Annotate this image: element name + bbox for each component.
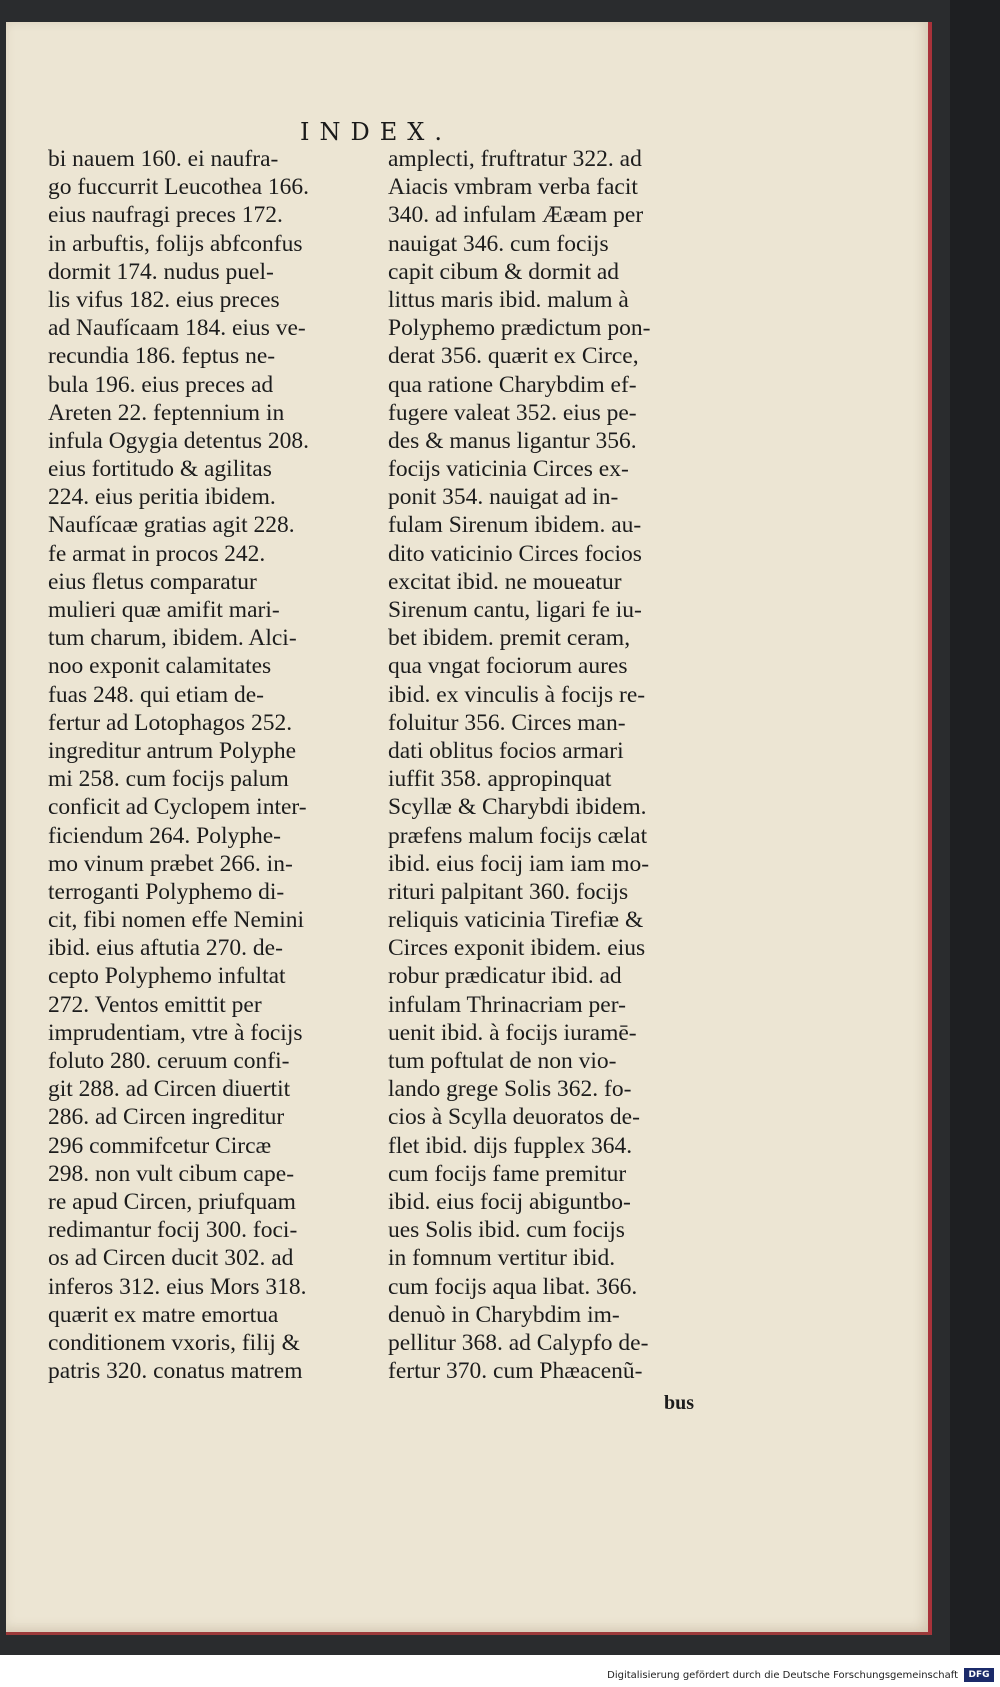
- text-line: 286. ad Circen ingreditur: [48, 1104, 285, 1131]
- text-line: 272. Ventos emittit per: [48, 991, 262, 1018]
- text-line: foluitur 356. Circes man-: [388, 709, 626, 736]
- text-line: dati oblitus focios armari: [388, 737, 624, 764]
- text-line: patris 320. conatus matrem: [48, 1358, 303, 1385]
- dfg-logo: DFG: [964, 1668, 994, 1682]
- text-line: Aiacis vmbram verba facit: [388, 174, 638, 201]
- text-line: nauigat 346. cum focijs: [388, 230, 609, 257]
- text-line: iuffit 358. appropinquat: [388, 766, 612, 793]
- text-line: re apud Circen, priufquam: [48, 1188, 296, 1215]
- text-line: ficiendum 264. Polyphe-: [48, 822, 282, 849]
- text-line: ibid. eius aftutia 270. de-: [48, 935, 283, 962]
- text-line: fugere valeat 352. eius pe-: [388, 399, 637, 426]
- text-line: cit, fibi nomen effe Nemini: [48, 907, 305, 934]
- text-line: Circes exponit ibidem. eius: [388, 935, 646, 962]
- text-line: denuò in Charybdim im-: [388, 1301, 620, 1328]
- text-line: uenit ibid. à focijs iuramē-: [388, 1019, 637, 1046]
- text-line: Scyllæ & Charybdi ibidem.: [388, 794, 647, 821]
- text-line: cios à Scylla deuoratos de-: [388, 1104, 640, 1131]
- text-line: robur prædicatur ibid. ad: [388, 963, 622, 990]
- text-line: fertur 370. cum Phæacenũ-: [388, 1358, 643, 1385]
- page-header: INDEX.: [300, 118, 452, 146]
- text-line: ibid. eius focij iam iam mo-: [388, 850, 650, 877]
- text-line: bula 196. eius preces ad: [48, 371, 274, 398]
- left-text-column: [48, 145, 348, 1385]
- text-line: des & manus ligantur 356.: [388, 427, 637, 454]
- text-line: fulam Sirenum ibidem. au-: [388, 512, 642, 539]
- text-line: Sirenum cantu, ligari fe iu-: [388, 597, 642, 623]
- text-line: foluto 280. ceruum confi-: [48, 1048, 290, 1074]
- text-line: ibid. ex vinculis à focijs re-: [388, 681, 646, 708]
- text-line: lando grege Solis 362. fo-: [388, 1076, 632, 1103]
- text-line: cepto Polyphemo infultat: [48, 963, 286, 990]
- text-line: eius fletus comparatur: [48, 568, 257, 595]
- text-line: 224. eius peritia ibidem.: [48, 484, 276, 511]
- text-line: infulam Thrinacriam per-: [388, 991, 626, 1018]
- text-line: conditionem vxoris, filij &: [48, 1329, 300, 1356]
- text-line: redimantur focij 300. foci-: [48, 1217, 298, 1244]
- text-line: tum poftulat de non vio-: [388, 1048, 617, 1074]
- text-line: cum focijs fame premitur: [388, 1160, 627, 1187]
- text-line: qua vngat fociorum aures: [388, 653, 628, 680]
- text-line: derat 356. quærit ex Circe,: [388, 343, 639, 370]
- text-line: ponit 354. nauigat ad in-: [388, 484, 619, 511]
- text-line: imprudentiam, vtre à focijs: [48, 1019, 303, 1046]
- text-line: dormit 174. nudus puel-: [48, 258, 274, 285]
- text-line: ingreditur antrum Polyphe: [48, 737, 297, 764]
- text-line: mi 258. cum focijs palum: [48, 766, 289, 793]
- text-line: ad Naufícaam 184. eius ve-: [48, 315, 306, 342]
- text-line: Polyphemo prædictum pon-: [388, 315, 651, 342]
- text-line: terroganti Polyphemo di-: [48, 878, 285, 905]
- text-line: conficit ad Cyclopem inter-: [48, 794, 307, 821]
- text-line: eius fortitudo & agilitas: [48, 456, 272, 483]
- text-line: Areten 22. feptennium in: [48, 399, 285, 426]
- text-line: in arbuftis, folijs abfconfus: [48, 230, 303, 257]
- text-line: noo exponit calamitates: [48, 653, 272, 680]
- text-line: 340. ad infulam Ææam per: [388, 202, 644, 229]
- text-line: bet ibidem. premit ceram,: [388, 625, 631, 652]
- text-line: mo vinum præbet 266. in-: [48, 850, 293, 877]
- text-line: in fomnum vertitur ibid.: [388, 1245, 616, 1272]
- text-line: fuas 248. qui etiam de-: [48, 681, 265, 708]
- text-line: git 288. ad Circen diuertit: [48, 1076, 291, 1103]
- text-line: 298. non vult cibum cape-: [48, 1160, 295, 1187]
- text-line: ibid. eius focij abiguntbo-: [388, 1188, 631, 1215]
- text-line: dito vaticinio Circes focios: [388, 540, 642, 567]
- text-line: infula Ogygia detentus 208.: [48, 427, 310, 454]
- text-line: pellitur 368. ad Calypfo de-: [388, 1329, 649, 1356]
- text-line: recundia 186. feptus ne-: [48, 343, 276, 370]
- text-line: fertur ad Lotophagos 252.: [48, 709, 293, 736]
- text-line: capit cibum & dormit ad: [388, 258, 620, 285]
- text-line: flet ibid. dijs fupplex 364.: [388, 1132, 633, 1159]
- text-line: ues Solis ibid. cum focijs: [388, 1217, 625, 1244]
- text-line: littus maris ibid. malum à: [388, 286, 629, 313]
- text-line: fe armat in procos 242.: [48, 540, 266, 567]
- text-line: inferos 312. eius Mors 318.: [48, 1273, 307, 1300]
- text-line: bi nauem 160. ei naufra-: [48, 146, 279, 172]
- text-line: præfens malum focijs cælat: [388, 822, 648, 849]
- text-line: qua ratione Charybdim ef-: [388, 371, 637, 398]
- text-line: reliquis vaticinia Tirefiæ &: [388, 907, 644, 934]
- text-line: excitat ibid. ne moueatur: [388, 568, 622, 595]
- text-line: amplecti, fruftratur 322. ad: [388, 146, 642, 172]
- text-line: go fuccurrit Leucothea 166.: [48, 174, 310, 201]
- text-line: quærit ex matre emortua: [48, 1301, 279, 1328]
- text-line: tum charum, ibidem. Alci-: [48, 625, 297, 652]
- text-line: lis vifus 182. eius preces: [48, 286, 280, 313]
- text-line: cum focijs aqua libat. 366.: [388, 1273, 638, 1300]
- text-line: mulieri quæ amifit mari-: [48, 597, 280, 623]
- text-line: 296 commifcetur Circæ: [48, 1132, 272, 1159]
- text-line: focijs vaticinia Circes ex-: [388, 456, 629, 483]
- text-line: Naufícaæ gratias agit 228.: [48, 512, 295, 539]
- right-text-column: [388, 145, 698, 1385]
- text-line: os ad Circen ducit 302. ad: [48, 1245, 294, 1272]
- text-line: eius naufragi preces 172.: [48, 202, 283, 229]
- catchword: bus: [664, 1392, 695, 1414]
- text-line: rituri palpitant 360. focijs: [388, 878, 629, 905]
- footer-credit: Digitalisierung gefördert durch die Deutsche Forschungsgemeinschaft: [607, 1670, 958, 1681]
